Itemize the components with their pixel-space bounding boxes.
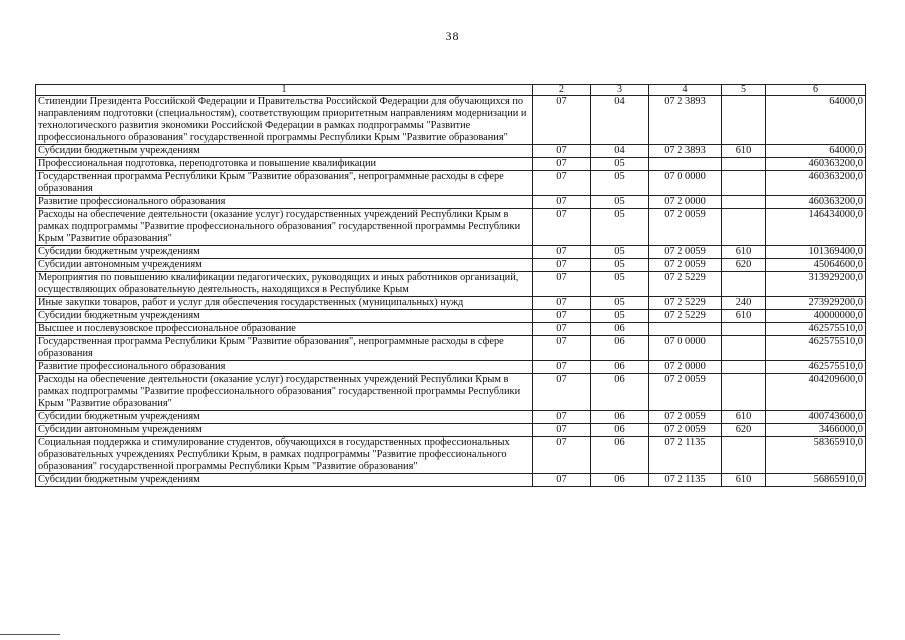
row-section: 07 <box>533 474 591 487</box>
row-amount: 313929200,0 <box>766 272 866 297</box>
row-name: Государственная программа Республики Крым "Развитие образования", непрограммные расходы в сфере образования <box>36 171 533 196</box>
table-row <box>36 145 866 158</box>
row-target-article: 07 2 1135 <box>649 474 722 487</box>
table-row <box>36 158 866 171</box>
footer-rule <box>0 634 60 635</box>
row-target-article: 07 2 0059 <box>649 411 722 424</box>
row-section: 07 <box>533 145 591 158</box>
row-section: 07 <box>533 323 591 336</box>
row-amount: 404209600,0 <box>766 374 866 411</box>
row-name: Стипендии Президента Российской Федерации и Правительства Российской Федерации для обучающихся по направлениям подготовки (специальностям), соответствующим приоритетным направлениям модернизации и технологического развития экономики Российской Федерации в рамках подпрограммы "Развитие профессионального образования" государственной программы Республики Крым "Развитие образования" <box>36 96 533 145</box>
row-subsection: 05 <box>591 272 649 297</box>
row-subsection: 05 <box>591 310 649 323</box>
row-subsection: 06 <box>591 374 649 411</box>
row-amount: 462575510,0 <box>766 361 866 374</box>
row-section: 07 <box>533 259 591 272</box>
row-expense-type <box>722 323 766 336</box>
row-target-article: 07 0 0000 <box>649 171 722 196</box>
row-expense-type: 240 <box>722 297 766 310</box>
row-section: 07 <box>533 158 591 171</box>
row-amount: 146434000,0 <box>766 209 866 246</box>
row-name: Мероприятия по повышению квалификации педагогических, руководящих и иных работников организаций, осуществляющих образовательную деятельность, находящихся в Республике Крым <box>36 272 533 297</box>
table-row <box>36 474 866 487</box>
table-row <box>36 374 866 411</box>
row-expense-type: 620 <box>722 424 766 437</box>
row-target-article: 07 2 3893 <box>649 145 722 158</box>
row-expense-type: 610 <box>722 145 766 158</box>
row-target-article: 07 2 0059 <box>649 246 722 259</box>
col-header-5: 5 <box>722 85 766 96</box>
row-name: Расходы на обеспечение деятельности (оказание услуг) государственных учреждений Республики Крым в рамках подпрограммы "Развитие профессионального образования" государственной программы Республики Крым "Развитие образования" <box>36 374 533 411</box>
row-name: Развитие профессионального образования <box>36 196 533 209</box>
row-name: Субсидии бюджетным учреждениям <box>36 310 533 323</box>
row-expense-type <box>722 272 766 297</box>
row-section: 07 <box>533 171 591 196</box>
row-name: Субсидии бюджетным учреждениям <box>36 411 533 424</box>
col-header-2: 2 <box>533 85 591 96</box>
row-amount: 400743600,0 <box>766 411 866 424</box>
row-subsection: 05 <box>591 171 649 196</box>
row-amount: 460363200,0 <box>766 158 866 171</box>
row-subsection: 05 <box>591 196 649 209</box>
row-amount: 64000,0 <box>766 145 866 158</box>
row-subsection: 06 <box>591 474 649 487</box>
row-target-article: 07 2 0000 <box>649 361 722 374</box>
table-row <box>36 323 866 336</box>
row-target-article: 07 2 0000 <box>649 196 722 209</box>
row-target-article: 07 2 0059 <box>649 424 722 437</box>
table-row <box>36 196 866 209</box>
row-amount: 56865910,0 <box>766 474 866 487</box>
row-target-article <box>649 158 722 171</box>
row-subsection: 05 <box>591 209 649 246</box>
row-section: 07 <box>533 424 591 437</box>
row-target-article <box>649 323 722 336</box>
row-expense-type: 610 <box>722 474 766 487</box>
row-subsection: 05 <box>591 158 649 171</box>
row-expense-type <box>722 437 766 474</box>
row-target-article: 07 2 0059 <box>649 374 722 411</box>
col-header-4: 4 <box>649 85 722 96</box>
row-name: Высшее и послевузовское профессиональное образование <box>36 323 533 336</box>
table-row <box>36 437 866 474</box>
row-subsection: 04 <box>591 145 649 158</box>
row-name: Субсидии бюджетным учреждениям <box>36 145 533 158</box>
row-amount: 3466000,0 <box>766 424 866 437</box>
row-name: Расходы на обеспечение деятельности (оказание услуг) государственных учреждений Республики Крым в рамках подпрограммы "Развитие профессионального образования" государственной программы Республики Крым "Развитие образования" <box>36 209 533 246</box>
row-target-article: 07 2 5229 <box>649 297 722 310</box>
row-expense-type: 620 <box>722 259 766 272</box>
row-subsection: 05 <box>591 246 649 259</box>
row-target-article: 07 2 0059 <box>649 259 722 272</box>
col-header-3: 3 <box>591 85 649 96</box>
row-subsection: 05 <box>591 259 649 272</box>
row-subsection: 04 <box>591 96 649 145</box>
row-section: 07 <box>533 336 591 361</box>
row-section: 07 <box>533 272 591 297</box>
row-expense-type <box>722 374 766 411</box>
row-expense-type <box>722 96 766 145</box>
row-amount: 101369400,0 <box>766 246 866 259</box>
row-amount: 462575510,0 <box>766 323 866 336</box>
row-amount: 64000,0 <box>766 96 866 145</box>
table-row <box>36 424 866 437</box>
row-section: 07 <box>533 246 591 259</box>
row-amount: 460363200,0 <box>766 171 866 196</box>
page-number: 38 <box>445 29 460 43</box>
row-subsection: 06 <box>591 323 649 336</box>
row-expense-type <box>722 336 766 361</box>
row-expense-type <box>722 361 766 374</box>
col-header-6: 6 <box>766 85 866 96</box>
row-section: 07 <box>533 209 591 246</box>
row-amount: 462575510,0 <box>766 336 866 361</box>
row-amount: 273929200,0 <box>766 297 866 310</box>
row-section: 07 <box>533 96 591 145</box>
row-target-article: 07 2 5229 <box>649 310 722 323</box>
table-row <box>36 259 866 272</box>
row-expense-type <box>722 209 766 246</box>
row-target-article: 07 0 0000 <box>649 336 722 361</box>
row-target-article: 07 2 3893 <box>649 96 722 145</box>
table-row <box>36 310 866 323</box>
row-section: 07 <box>533 297 591 310</box>
row-expense-type <box>722 158 766 171</box>
row-expense-type <box>722 171 766 196</box>
table-row <box>36 336 866 361</box>
row-expense-type: 610 <box>722 310 766 323</box>
row-section: 07 <box>533 361 591 374</box>
row-name: Субсидии автономным учреждениям <box>36 424 533 437</box>
table-row <box>36 297 866 310</box>
row-target-article: 07 2 1135 <box>649 437 722 474</box>
row-subsection: 06 <box>591 437 649 474</box>
table-row <box>36 209 866 246</box>
row-name: Профессиональная подготовка, переподготовка и повышение квалификации <box>36 158 533 171</box>
row-section: 07 <box>533 310 591 323</box>
row-name: Субсидии бюджетным учреждениям <box>36 474 533 487</box>
row-subsection: 05 <box>591 297 649 310</box>
table-row <box>36 171 866 196</box>
table-row <box>36 96 866 145</box>
table-row <box>36 361 866 374</box>
row-amount: 58365910,0 <box>766 437 866 474</box>
table-row <box>36 272 866 297</box>
row-subsection: 06 <box>591 411 649 424</box>
table-row <box>36 411 866 424</box>
table-header-row <box>36 85 866 96</box>
row-subsection: 06 <box>591 424 649 437</box>
budget-table <box>35 84 866 487</box>
col-header-1: 1 <box>36 85 533 96</box>
row-subsection: 06 <box>591 336 649 361</box>
row-name: Субсидии автономным учреждениям <box>36 259 533 272</box>
row-name: Субсидии бюджетным учреждениям <box>36 246 533 259</box>
row-target-article: 07 2 0059 <box>649 209 722 246</box>
row-section: 07 <box>533 374 591 411</box>
row-expense-type: 610 <box>722 246 766 259</box>
row-section: 07 <box>533 196 591 209</box>
row-subsection: 06 <box>591 361 649 374</box>
row-amount: 460363200,0 <box>766 196 866 209</box>
row-section: 07 <box>533 411 591 424</box>
row-section: 07 <box>533 437 591 474</box>
row-name: Развитие профессионального образования <box>36 361 533 374</box>
row-name: Иные закупки товаров, работ и услуг для обеспечения государственных (муниципальных) нужд <box>36 297 533 310</box>
row-name: Государственная программа Республики Крым "Развитие образования", непрограммные расходы в сфере образования <box>36 336 533 361</box>
table-row <box>36 246 866 259</box>
row-target-article: 07 2 5229 <box>649 272 722 297</box>
row-expense-type: 610 <box>722 411 766 424</box>
row-expense-type <box>722 196 766 209</box>
row-amount: 45064600,0 <box>766 259 866 272</box>
row-amount: 40000000,0 <box>766 310 866 323</box>
row-name: Социальная поддержка и стимулирование студентов, обучающихся в государственных профессиональных образовательных учреждениях Республики Крым, в рамках подпрограммы "Развитие профессионального образования" государственной программы Республики Крым "Развитие образования" <box>36 437 533 474</box>
